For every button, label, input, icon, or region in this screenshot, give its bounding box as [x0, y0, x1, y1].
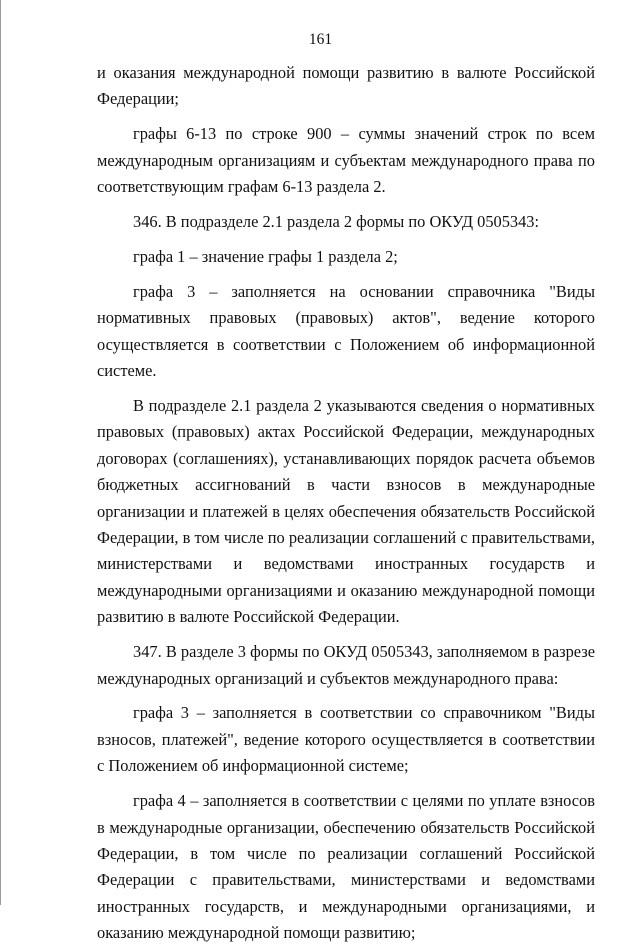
page-number: 161 — [308, 31, 333, 48]
paragraph-columns-6-13: графы 6-13 по строке 900 – суммы значений строк по всем международным организациям и субъектам международного права по соответствующим графам 6-13 раздела 2. — [97, 124, 595, 197]
paragraph-subsection-2-1: В подразделе 2.1 раздела 2 указываются сведения о нормативных правовых (правовых) актах Российской Федерации, международных договорах (соглашениях), устанавливающих порядок расчета объемов бюджетных ассигнований в части взносов в международные организации и платежей в целях обеспечения обязательств Российской Федерации, в том числе по реализации соглашений с правительствами, министерствами и ведомствами иностранных государств и международными организациями и оказанию международной помощи развитию в валюте Российской Федерации. — [97, 395, 595, 627]
paragraph-item-347: 347. В разделе 3 формы по ОКУД 0505343, заполняемом в разрезе международных организаций и субъектов международного права: — [97, 642, 595, 688]
document-body — [97, 60, 595, 947]
paragraph-column-4: графа 4 – заполняется в соответствии с целями по уплате взносов в международные организации, обеспечению обязательств Российской Федерации, в том числе по реализации соглашений Российской Федерации с правительствами, министерствами и ведомствами иностранных государств, и международными организациями, и оказанию международной помощи развитию; — [97, 791, 595, 943]
paragraph-column-3-section-3: графа 3 – заполняется в соответствии со справочником "Виды взносов, платежей", ведение которого осуществляется в соответствии с Положением об информационной системе; — [97, 703, 595, 776]
paragraph-column-3: графа 3 – заполняется на основании справочника "Виды нормативных правовых (правовых) актов", ведение которого осуществляется в соответствии с Положением об информационной системе. — [97, 281, 595, 381]
paragraph-item-346: 346. В подразделе 2.1 раздела 2 формы по ОКУД 0505343: — [133, 212, 540, 232]
paragraph-continuation: и оказания международной помощи развитию в валюте Российской Федерации; — [97, 63, 595, 109]
paragraph-column-1: графа 1 – значение графы 1 раздела 2; — [133, 246, 398, 266]
